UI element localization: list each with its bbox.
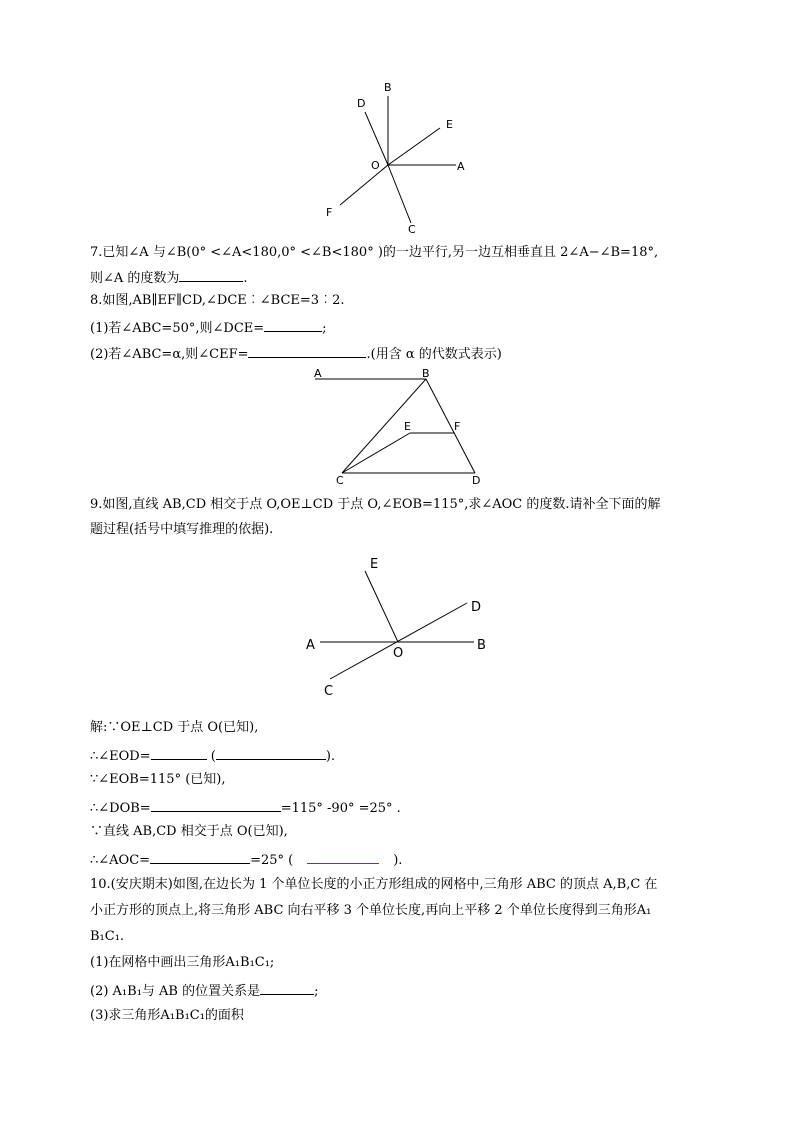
ray-oe [365, 571, 398, 642]
q9-stem-line1: 9.如图,直线 AB,CD 相交于点 O,OE⊥CD 于点 O,∠EOB=115°,求∠AOC 的度数.请补全下面的解 [90, 497, 661, 512]
step6-close: ). [393, 853, 403, 868]
fig1-label-b: B [384, 81, 392, 94]
step2-blank-reason[interactable] [216, 746, 326, 760]
q8-part2 [90, 344, 502, 363]
fig2-label-b: B [422, 367, 430, 380]
q10-part3: (3)求三角形A₁B₁C₁的面积 [90, 1008, 244, 1023]
step2-open: ( [206, 749, 216, 764]
q7-period: . [243, 271, 248, 286]
q7-line2 [90, 268, 248, 287]
step2-blank-angle[interactable] [151, 746, 207, 760]
fig1-label-d: D [357, 97, 366, 110]
fig2-label-d: D [472, 474, 481, 487]
fig3-label-d: D [471, 600, 482, 615]
step6-text: ∴∠AOC= [90, 853, 151, 868]
fig3-label-e: E [370, 557, 379, 572]
figure-parallel-lines [315, 379, 475, 473]
step4-blank[interactable] [151, 798, 281, 812]
q9-stem-line2: 题过程(括号中填写推理的依据). [90, 522, 274, 537]
q10-part2-text: (2) A₁B₁与 AB 的位置关系是 [90, 984, 261, 999]
step2-close: ). [325, 749, 336, 764]
step4-text: ∴∠DOB= [90, 801, 151, 816]
step6-blank-reason[interactable] [307, 850, 379, 864]
q8-part2-blank[interactable] [248, 344, 366, 358]
ray-od [365, 112, 388, 165]
fig2-label-a: A [314, 367, 322, 380]
fig1-label-a: A [457, 160, 465, 173]
q10-part2-end: ; [314, 984, 319, 999]
q8-part2-end: .(用含 α 的代数式表示) [366, 347, 502, 362]
solution-step4 [90, 798, 401, 817]
fig3-label-a: A [306, 638, 315, 653]
q7-prompt: 则∠A 的度数为 [90, 271, 180, 286]
fig3-label-o: O [393, 646, 404, 661]
step4-end: =115° -90° =25° . [280, 801, 401, 816]
q7-answer-blank[interactable] [179, 268, 243, 282]
fig1-label-f: F [326, 206, 333, 219]
fig3-label-c: C [324, 684, 334, 699]
segment-ce [342, 433, 410, 473]
step6-mid: =25° ( [250, 853, 294, 868]
fig3-label-b: B [477, 638, 486, 653]
q10-stem-line3: B₁C₁. [90, 929, 125, 944]
figure-intersecting-lines [320, 571, 474, 679]
fig1-label-o: O [371, 159, 380, 172]
ray-oe [388, 128, 440, 165]
q10-stem-line1: 10.(安庆期末)如图,在边长为 1 个单位长度的小正方形组成的网格中,三角形 ABC 的顶点 A,B,C 在 [90, 877, 658, 892]
solution-step5: ∵直线 AB,CD 相交于点 O(已知), [90, 824, 288, 839]
line-cd [330, 603, 467, 679]
fig1-label-e: E [446, 118, 453, 131]
segment-bd [426, 379, 475, 473]
q10-part2 [90, 981, 319, 1000]
solution-step1: 解:∵OE⊥CD 于点 O(已知), [90, 720, 259, 735]
q10-stem-line2: 小正方形的顶点上,将三角形 ABC 向右平移 3 个单位长度,再向上平移 2 个单位长度得到三角形A₁ [90, 903, 652, 918]
step2-text: ∴∠EOD= [90, 749, 151, 764]
fig2-label-f: F [454, 420, 461, 433]
solution-step6 [90, 850, 402, 869]
q7-line1: 7.已知∠A 与∠B(0° <∠A<180,0° <∠B<180° )的一边平行,另一边互相垂直且 2∠A−∠B=18°, [90, 245, 659, 260]
q8-part1-end: ; [322, 321, 327, 336]
q10-part2-blank[interactable] [260, 981, 314, 995]
q8-part1-blank[interactable] [264, 318, 322, 332]
fig2-label-e: E [404, 420, 411, 433]
q8-stem: 8.如图,AB∥EF∥CD,∠DCE︰∠BCE=3︰2. [90, 293, 345, 308]
q8-part2-text: (2)若∠ABC=α,则∠CEF= [90, 347, 249, 362]
q10-part1: (1)在网格中画出三角形A₁B₁C₁; [90, 955, 275, 970]
ray-of [340, 165, 388, 205]
q8-part1 [90, 318, 327, 337]
solution-step3: ∵∠EOB=115° (已知), [90, 772, 226, 787]
step6-blank-angle[interactable] [150, 850, 250, 864]
figure-rays-from-o [340, 96, 456, 223]
solution-step2 [90, 746, 335, 765]
q8-part1-text: (1)若∠ABC=50°,则∠DCE= [90, 321, 265, 336]
fig2-label-c: C [336, 474, 344, 487]
ray-oc [388, 165, 411, 223]
fig1-label-c: C [408, 223, 416, 236]
segment-cb [342, 379, 426, 473]
